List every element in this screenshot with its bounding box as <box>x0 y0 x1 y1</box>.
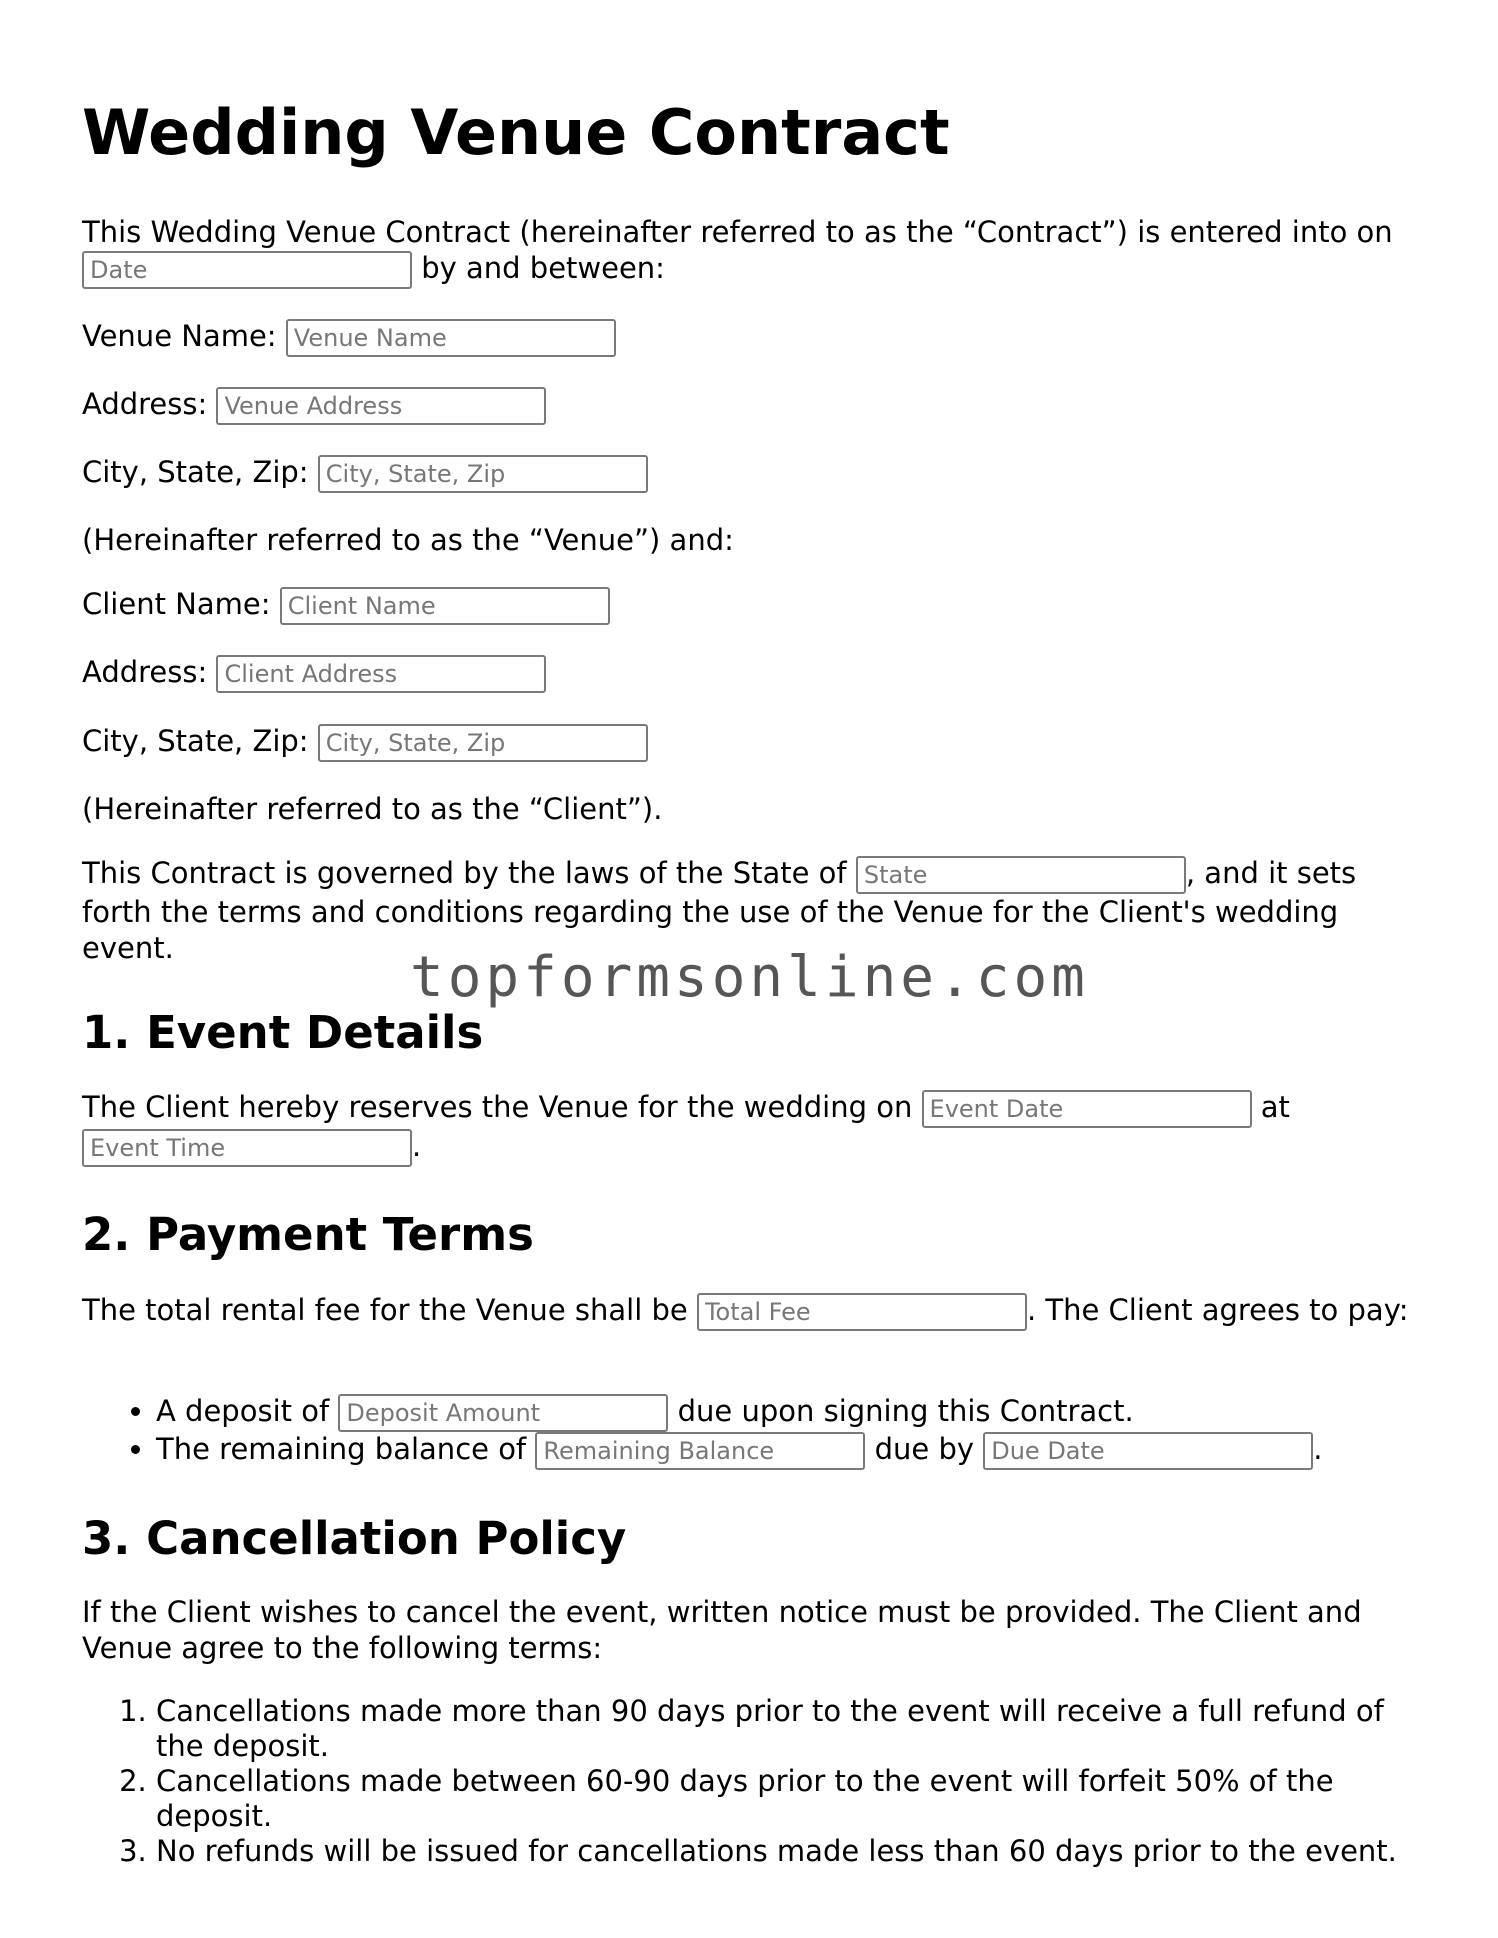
list-item: 3. No refunds will be issued for cancellations made less than 60 days prior to the event. <box>156 1834 1422 1869</box>
event-text-at: at <box>1260 1090 1290 1124</box>
client-address-field[interactable] <box>216 655 546 693</box>
venue-address-label: Address: <box>82 387 208 421</box>
event-time-field[interactable] <box>82 1129 412 1167</box>
client-city-label: City, State, Zip: <box>82 724 309 758</box>
list-item <box>156 1394 1422 1432</box>
venue-referred-text: (Hereinafter referred to as the “Venue”) and: <box>82 523 734 557</box>
venue-name-label: Venue Name: <box>82 319 277 353</box>
balance-text-mid: due by <box>874 1432 975 1466</box>
section-2-heading: 2. Payment Terms <box>82 1208 534 1261</box>
total-fee-field[interactable] <box>697 1293 1027 1331</box>
payment-text-after: . The Client agrees to pay: <box>1026 1293 1409 1327</box>
client-name-field[interactable] <box>280 587 610 625</box>
venue-address-field[interactable] <box>216 387 546 425</box>
client-address-label: Address: <box>82 655 208 689</box>
venue-name-field[interactable] <box>286 319 616 357</box>
venue-city-row <box>82 454 1422 493</box>
venue-name-row <box>82 318 1422 357</box>
deposit-amount-field[interactable] <box>338 1394 668 1432</box>
client-name-row <box>82 586 1422 625</box>
cancellation-list <box>82 1694 1422 1869</box>
date-field[interactable] <box>82 251 412 289</box>
deposit-text: A deposit of <box>156 1394 330 1428</box>
intro-text-after: by and between: <box>421 251 665 285</box>
event-text-end: . <box>412 1129 422 1163</box>
event-details-paragraph <box>82 1089 1422 1167</box>
venue-city-label: City, State, Zip: <box>82 455 309 489</box>
remaining-balance-field[interactable] <box>535 1432 865 1470</box>
intro-paragraph <box>82 214 1422 289</box>
list-item: 2. Cancellations made between 60-90 days prior to the event will forfeit 50% of the deposit. <box>156 1764 1422 1834</box>
client-name-label: Client Name: <box>82 587 271 621</box>
client-city-row <box>82 723 1422 762</box>
governing-text: This Contract is governed by the laws of the State of <box>82 856 847 890</box>
balance-text: The remaining balance of <box>156 1432 527 1466</box>
section-3-heading: 3. Cancellation Policy <box>82 1512 627 1565</box>
page-title: Wedding Venue Contract <box>82 96 950 169</box>
event-date-field[interactable] <box>922 1090 1252 1128</box>
balance-text-end: . <box>1313 1432 1323 1466</box>
watermark: topformsonline.com <box>410 945 1089 1010</box>
venue-address-row <box>82 386 1422 425</box>
client-referred-text: (Hereinafter referred to as the “Client”). <box>82 792 663 826</box>
state-field[interactable] <box>856 856 1186 894</box>
list-item <box>156 1432 1422 1470</box>
event-text: The Client hereby reserves the Venue for the wedding on <box>82 1090 913 1124</box>
governing-text-after: , and it sets forth the terms and conditions regarding the use of the Venue for the Client's wedding event. <box>82 856 1357 965</box>
client-city-field[interactable] <box>318 724 648 762</box>
venue-city-field[interactable] <box>318 455 648 493</box>
payment-text: The total rental fee for the Venue shall be <box>82 1293 688 1327</box>
client-address-row <box>82 654 1422 693</box>
payment-list <box>82 1394 1422 1470</box>
payment-paragraph <box>82 1292 1422 1331</box>
due-date-field[interactable] <box>983 1432 1313 1470</box>
intro-text: This Wedding Venue Contract (hereinafter referred to as the “Contract”) is entered into on <box>82 215 1393 249</box>
deposit-text-after: due upon signing this Contract. <box>677 1394 1134 1428</box>
cancellation-intro: If the Client wishes to cancel the event, written notice must be provided. The Client and Venue agree to the following terms: <box>82 1595 1362 1665</box>
list-item: 1. Cancellations made more than 90 days prior to the event will receive a full refund of the deposit. <box>156 1694 1422 1764</box>
section-1-heading: 1. Event Details <box>82 1006 484 1059</box>
